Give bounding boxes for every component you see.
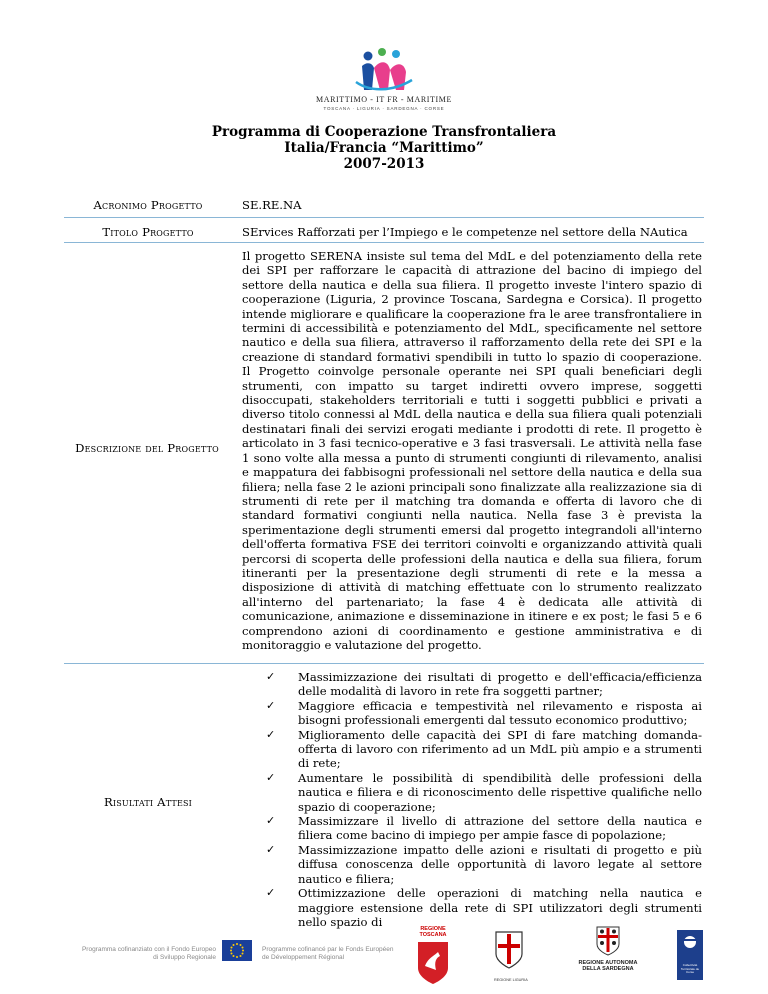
liguria-shield-icon [494,930,524,970]
footer-right-text [262,946,422,962]
acronym-row [64,193,704,218]
result-item-text: Massimizzazione dei risultati di progetto e dell'efficacia/efficienza delle modalità di lavoro in rete fra soggetti partner; [298,670,702,699]
toscana-crest [416,926,450,988]
result-item-text: Massimizzare il livello di attrazione del settore della nautica e filiera come bacino di impiego per ampie fasce di popolazione; [298,814,702,843]
footer-left-line2: di Sviluppo Regionale [153,954,216,961]
footer-right-line2: de Développement Régional [262,954,345,961]
corse-logo [677,930,703,980]
program-title-line2: Italia/Francia “Marittimo” [284,140,484,156]
results-list-wrap [266,670,702,929]
result-item [266,814,702,843]
result-item [266,771,702,814]
title-value: SErvices Rafforzati per l’Impiego e le competenze nel settore della NAutica [242,225,688,239]
result-item [266,843,702,886]
result-item-text: Aumentare le possibilità di spendibilità delle professioni della nautica e filiera e di riconoscimento delle rispettive qualifiche nello spazio di cooperazione; [298,770,702,814]
toscana-label: REGIONE TOSCANA [419,926,447,938]
corse-label: Collectivité Territoriale de Corse [680,963,700,975]
pegasus-shield-icon [416,940,450,986]
sardegna-crest [576,926,640,990]
description-text: Il progetto SERENA insiste sul tema del MdL e del potenziamento della rete dei SPI per rafforzare le capacità di attrazione del bacino di impiego del settore della nautica e della sua filiera. Il progetto investe l'intero spazio di cooperazione (Liguria, 2 province Toscana, Sardegna e Corsica). Il progetto intende migliorare e qualificare la cooperazione fra le aree transfrontaliere in termini di accessibilità e potenziamento del MdL, specificamente nel settore nautico e della sua filiera, attraverso il rafforzamento della rete dei SPI e la creazione di standard formativi spendibili in tutto lo spazio di cooperazione. Il Progetto coinvolge personale operante nei SPI quali beneficiari degli strumenti, con impatto su target indiretti ovvero imprese, soggetti disoccupati, stakeholders territoriali e tutti i soggetti pubblici e privati a diverso titolo connessi al MdL della nautica e della sua filiera quali potenziali destinatari finali dei servizi erogati mediante i prodotti di rete. Il progetto è articolato in 3 fasi tecnico-operative e 3 fasi trasversali. Le attività nella fase 1 sono volte alla messa a punto di strumenti congiunti di rilevamento, analisi e mappatura dei fabbisogni professionali nel settore della nautica e della sua filiera; nella fase 2 le azioni principali sono finalizzate alla realizzazione sia di strumenti di rete per il matching tra domanda e offerta di lavoro che di standard formativi congiunti nella nautica. Nella fase 3 è prevista la sperimentazione degli strumenti emersi dal progetto integrandoli all'interno dell'offerta formativa FSE dei territori coinvolti e organizzando attività quali percorsi di scoperta delle professioni della nautica e della sua filiera, forum itineranti per la presentazione degli strumenti di rete e la messa a disposizione di attività di matching effettuate con lo strumento realizzato all'interno del partenariato; la fase 4 è dedicata alle attività di comunicazione, animazione e disseminazione in itinere e ex post; le fasi 5 e 6 comprendono azioni di coordinamento e gestione amministrativa e di monitoraggio e valutazione del progetto. [242,249,702,652]
marittimo-logo-icon [352,48,416,94]
footer-left-line1: Programma cofinanziato con il Fondo Europeo [81,946,216,953]
results-row [64,664,704,929]
result-item-text: Ottimizzazione delle operazioni di matching nella nautica e maggiore estensione della rete di SPI utilizzatori degli strumenti nello spazio di [298,886,702,929]
checkmark-icon: ✓ [266,698,276,712]
program-title-line3: 2007-2013 [343,156,425,172]
footer-left-text [66,946,216,962]
sardegna-label-line2: DELLA SARDEGNA [582,966,634,972]
sardegna-shield-icon [596,926,620,956]
acronym-value: SE.RE.NA [242,198,302,212]
footer-right-line1: Programme cofinancé par le Fonds Européen [262,946,394,953]
program-title [0,124,768,172]
results-label: Risultati Attesi [103,795,193,809]
liguria-label: REGIONE LIGURIA [494,978,528,982]
program-title-line1: Programma di Cooperazione Transfrontaliera [211,124,557,140]
logo-subtitle: TOSCANA · LIGURIA · SARDEGNA · CORSE [323,106,445,111]
liguria-crest [494,930,528,988]
result-item [266,670,702,699]
checkmark-icon: ✓ [266,886,276,900]
result-item-text: Massimizzazione impatto delle azioni e risultati di progetto e più diffusa conoscenza delle opportunità di lavoro legate al settore nautico e filiera; [298,842,702,886]
title-row [64,218,704,243]
sardegna-label-line1: REGIONE AUTONOMA [578,960,638,966]
eu-flag-icon [222,940,252,961]
description-row [64,243,704,664]
logo-title: MARITTIMO - IT FR - MARITIME [316,95,452,104]
checkmark-icon: ✓ [266,842,276,856]
checkmark-icon: ✓ [266,814,276,828]
checkmark-icon: ✓ [266,727,276,741]
description-label: Descrizione del Progetto [75,441,219,455]
acronym-label: Acronimo Progetto [93,198,203,212]
result-item-text: Maggiore efficacia e tempestività nel rilevamento e risposta ai bisogni professionali emergenti dal tessuto economico produttivo; [298,698,702,728]
results-list [266,670,702,929]
program-logo [0,0,768,118]
footer [0,918,768,994]
result-item-text: Miglioramento delle capacità dei SPI di fare matching domanda-offerta di lavoro con riferimento ad un MdL più ampio e a strumenti di rete; [298,727,702,771]
checkmark-icon: ✓ [266,670,276,683]
title-label: Titolo Progetto [102,225,194,239]
result-item [266,728,702,771]
corse-head-icon [677,930,703,960]
result-item [266,699,702,728]
checkmark-icon: ✓ [266,770,276,784]
